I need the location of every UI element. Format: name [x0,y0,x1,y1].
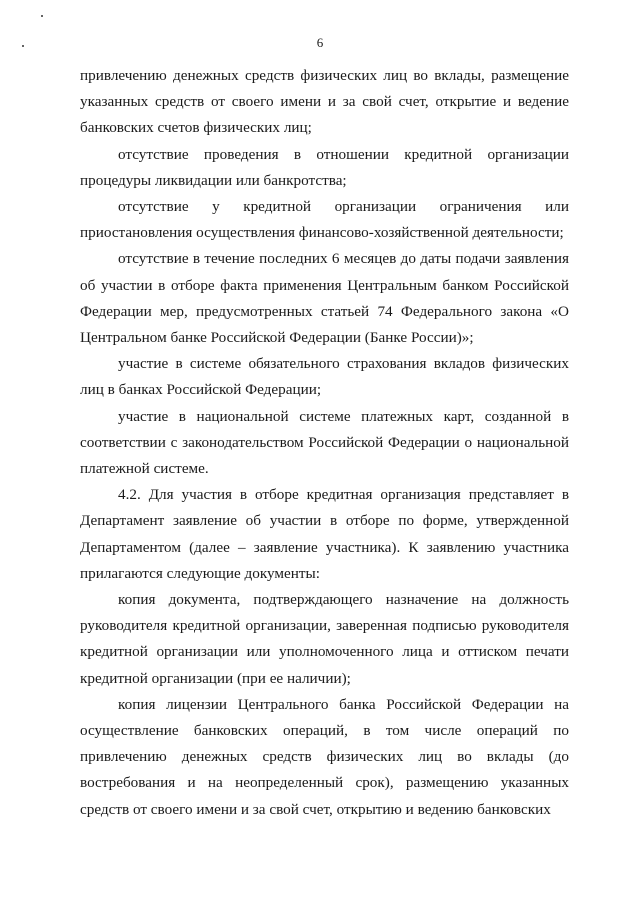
paragraph-continuation: привлечению денежных средств физических лиц во вклады, размещение указанных средств от своего имени и за свой счет, открытие и ведение банковских счетов физических лиц; [80,67,569,137]
paragraph-deposit-insurance: участие в системе обязательного страхования вкладов физических лиц в банках Российской Федерации; [80,355,569,399]
paragraph-no-liquidation: отсутствие проведения в отношении кредитной организации процедуры ликвидации или банкротства; [80,145,569,189]
paragraph-no-sanctions: отсутствие в течение последних 6 месяцев до даты подачи заявления об участии в отборе факта применения Центральным банком Российской Федерации мер, предусмотренных статьей 74 Федерального закона «О Центральном банке Российской Федерации (Банке России)»; [80,250,569,347]
paragraph-license-copy: копия лицензии Центрального банка Российской Федерации на осуществление банковских операций, в том числе операций по привлечению денежных средств физических лиц во вклады (до востребования и на неопределенный срок), размещению указанных средств от своего имени и за свой счет, открытию и ведению банковских [80,695,569,818]
document-body [80,63,569,823]
paragraph-no-restriction: отсутствие у кредитной организации ограничения или приостановления осуществления финансово-хозяйственной деятельности; [80,198,569,242]
page-number: 6 [316,35,324,50]
paragraph-section-4-2: 4.2. Для участия в отборе кредитная организация представляет в Департамент заявление об участии в отборе по форме, утвержденной Департаментом (далее – заявление участника). К заявлению участника прилагаются следующие документы: [80,486,569,582]
paragraph-head-appointment-copy: копия документа, подтверждающего назначение на должность руководителя кредитной организации, заверенная подписью руководителя кредитной организации или уполномоченного лица и оттиском печати кредитной организации (при ее наличии); [80,591,569,687]
paragraph-payment-card-system: участие в национальной системе платежных карт, созданной в соответствии с законодательством Российской Федерации о национальной платежной системе. [80,407,569,478]
scan-speck [41,15,43,17]
